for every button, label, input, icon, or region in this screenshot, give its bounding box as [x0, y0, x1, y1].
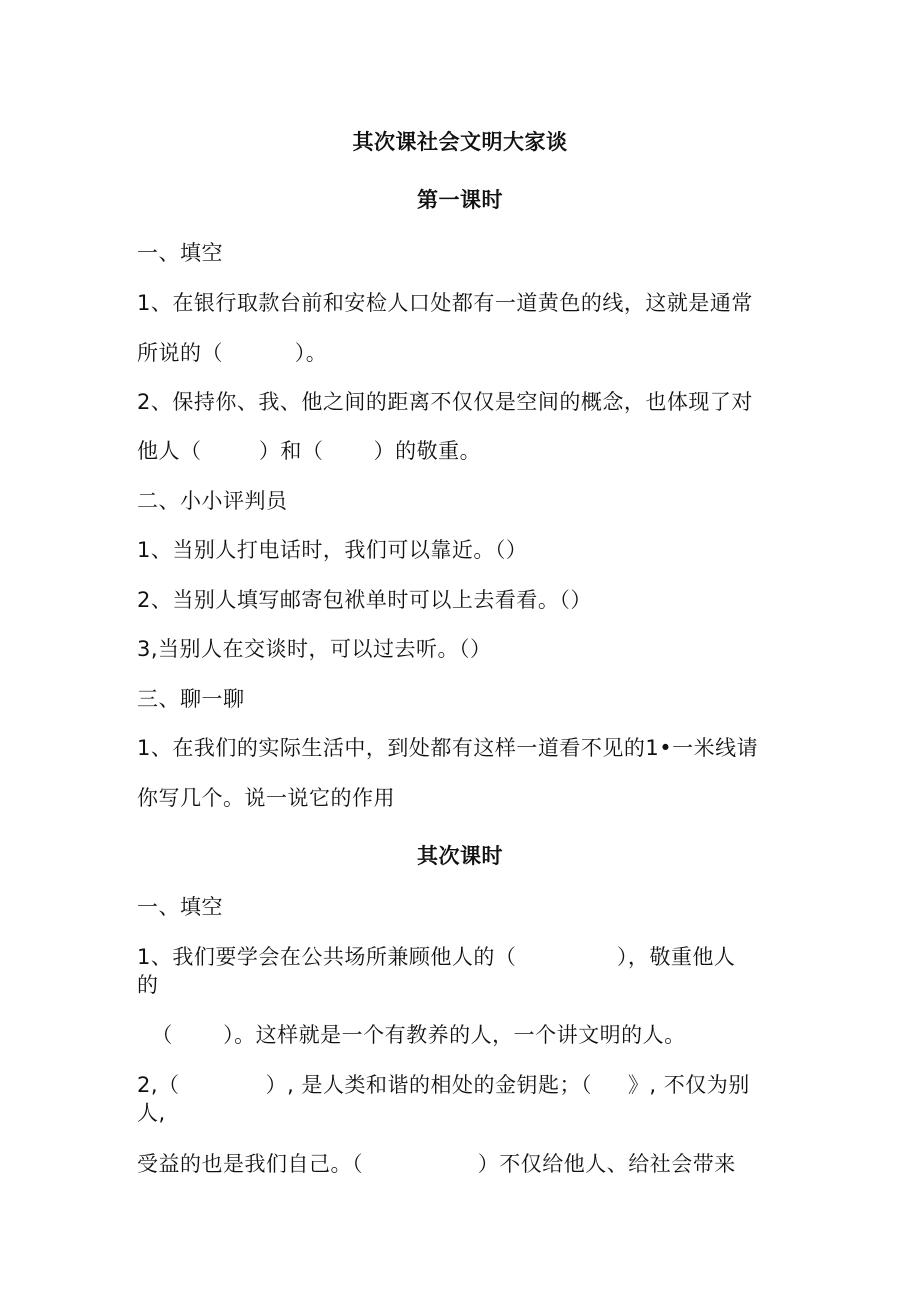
lesson2-heading: 其次课时: [417, 844, 503, 868]
lesson1-section1-heading: 一、填空: [137, 241, 223, 265]
lesson1-judge-q3: 3,当别人在交谈时，可以过去听。（）: [137, 637, 492, 661]
lesson2-fill-q1-line1: 1、我们要学会在公共场所兼顾他人的（ ），敬重他人: [137, 945, 736, 969]
lesson2-fill-q1-line2: 的: [137, 973, 159, 997]
document-title: 其次课社会文明大家谈: [352, 130, 568, 154]
lesson1-judge-q1: 1、当别人打电话时，我们可以靠近。（）: [137, 538, 528, 562]
lesson2-fill-q1-line3: （ ）。这样就是一个有教养的人，一个讲文明的人。: [137, 1023, 686, 1047]
lesson2-fill-q2-line3: 受益的也是我们自己。（ ）不仅给他人、给社会带来: [137, 1152, 736, 1176]
lesson1-section3-heading: 三、聊一聊: [137, 687, 245, 711]
lesson1-fill-q1-line1: 1、在银行取款台前和安检人口处都有一道黄色的线，这就是通常: [137, 291, 753, 315]
lesson1-heading: 第一课时: [417, 188, 503, 212]
lesson2-fill-q2-line2: 人,: [137, 1101, 166, 1125]
lesson1-section2-heading: 二、小小评判员: [137, 489, 288, 513]
lesson1-fill-q2-line2: 他人（ ）和（ ）的敬重。: [137, 439, 482, 463]
lesson1-fill-q1-line2: 所说的（ ）。: [137, 341, 328, 365]
lesson1-chat-q1-line2: 你写几个。说一说它的作用: [137, 786, 395, 810]
lesson2-fill-q2-line1: 2,（ ）, 是人类和谐的相处的金钥匙；（ 》, 不仅为别: [137, 1073, 750, 1097]
lesson1-fill-q2-line1: 2、保持你、我、他之间的距离不仅仅是空间的概念，也体现了对: [137, 390, 753, 414]
lesson1-chat-q1-line1: 1、在我们的实际生活中，到处都有这样一道看不见的1•一米线请: [137, 736, 759, 760]
lesson1-judge-q2: 2、当别人填写邮寄包袱单时可以上去看看。（）: [137, 588, 592, 612]
lesson2-section1-heading: 一、填空: [137, 895, 223, 919]
